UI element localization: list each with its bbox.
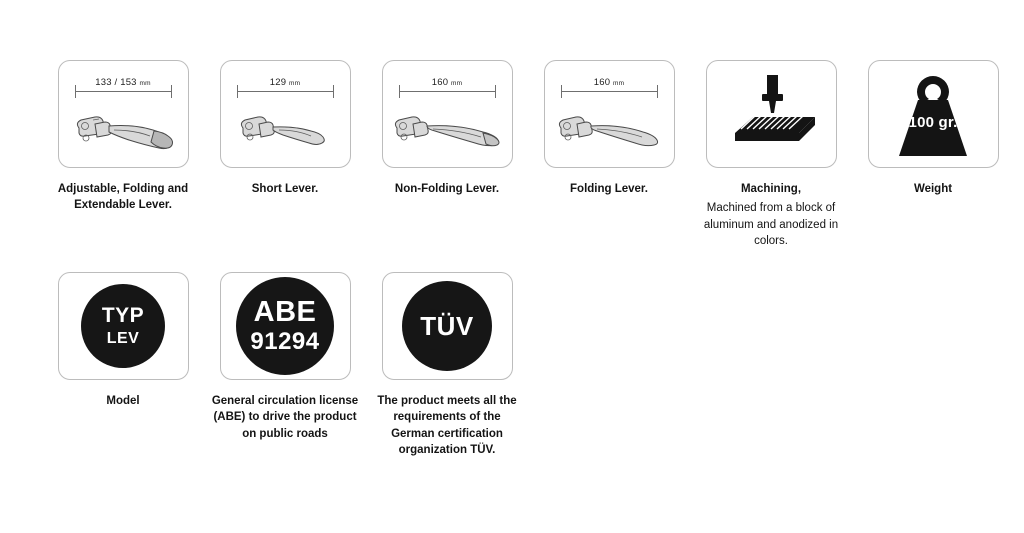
dimension-label: 160 mm [431,77,463,88]
dimension-label: 133 / 153 mm [95,77,151,88]
tuv-emblem-tile [382,272,513,380]
abe-emblem-tile [220,272,351,380]
feature-adjustable-folding-extendable-lever [42,60,204,249]
model-emblem-tile [58,272,189,380]
machining-illustration-tile [706,60,837,168]
lever-drawing [59,106,188,162]
dimension-line [237,91,334,92]
lever-illustration-tile [544,60,675,168]
dimension-line [399,91,496,92]
feature-row-1 [42,60,1014,249]
feature-caption: Short Lever. [251,183,319,195]
feature-machining [690,60,852,249]
feature-folding-lever [528,60,690,249]
lever-drawing [383,106,512,162]
feature-weight [852,60,1014,249]
weight-icon [880,70,986,162]
emblem-line-2: LEV [106,330,140,347]
feature-subcaption: Machined from a block of aluminum and anodized in colors. [703,202,839,247]
feature-abe-certification [204,272,366,458]
lever-illustration-tile [58,60,189,168]
feature-row-2 [42,272,528,458]
feature-caption: Adjustable, Folding and Extendable Lever. [57,183,189,212]
feature-non-folding-lever [366,60,528,249]
feature-caption: Folding Lever. [570,183,648,195]
emblem-line-1: TÜV [420,311,474,341]
feature-caption: Machining, [740,183,802,195]
lever-illustration-tile [382,60,513,168]
dimension-line [75,91,172,92]
typ-lev-emblem [81,284,165,368]
feature-model [42,272,204,458]
emblem-line-1: TYP [101,304,145,327]
milling-machine-icon [707,61,837,167]
feature-tuv-certification [366,272,528,458]
emblem-line-2: 91294 [250,328,320,355]
dimension-label: 160 mm [593,77,625,88]
tuv-emblem [402,281,492,371]
dimension-line [561,91,658,92]
abe-emblem [236,277,334,375]
lever-drawing [545,106,674,162]
feature-caption: Non-Folding Lever. [394,183,500,195]
emblem-line-1: ABE [253,296,317,328]
feature-caption: Weight [913,183,953,195]
lever-illustration-tile [220,60,351,168]
feature-short-lever [204,60,366,249]
feature-caption: Model [106,395,140,407]
feature-caption: The product meets all the requirements of the German certification organization TÜV. [377,395,517,456]
dimension-label: 129 mm [269,77,301,88]
weight-illustration-tile [868,60,999,168]
weight-value: 100 gr. [908,114,958,132]
lever-drawing [221,106,350,162]
feature-caption: General circulation license (ABE) to drive the product on public roads [211,395,359,440]
